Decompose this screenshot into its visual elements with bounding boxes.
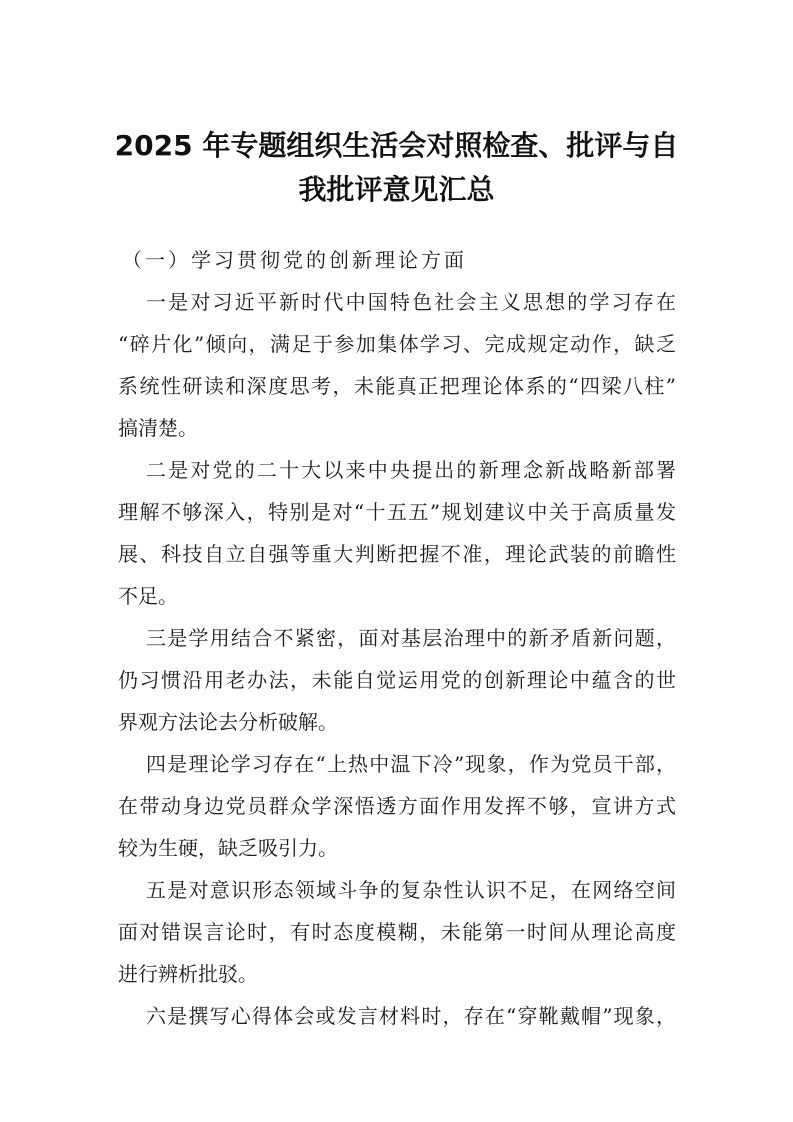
paragraph-line: 较为生硬，缺乏吸引力。 <box>118 836 338 860</box>
paragraph-line: 四是理论学习存在“上热中温下冷”现象，作为党员干部， <box>146 752 676 776</box>
paragraph-3 <box>118 617 676 743</box>
paragraph-1 <box>118 281 676 449</box>
paragraph-line: 理解不够深入，特别是对“十五五”规划建议中关于高质量发 <box>118 500 676 524</box>
paragraph-2 <box>118 449 676 617</box>
section-heading: （一）学习贯彻党的创新理论方面 <box>122 248 467 272</box>
paragraph-line: 一是对习近平新时代中国特色社会主义思想的学习存在 <box>146 290 676 314</box>
paragraph-line: “碎片化”倾向，满足于参加集体学习、完成规定动作，缺乏 <box>118 332 676 356</box>
paragraph-line: 在带动身边党员群众学深悟透方面作用发挥不够，宣讲方式 <box>118 794 676 818</box>
paragraph-line: 面对错误言论时，有时态度模糊，未能第一时间从理论高度 <box>118 920 676 944</box>
title-line-1: 2025 年专题组织生活会对照检查、批评与自 <box>114 129 679 162</box>
paragraph-6 <box>118 995 676 1037</box>
paragraph-line: 仍习惯沿用老办法，未能自觉运用党的创新理论中蕴含的世 <box>118 668 676 692</box>
paragraph-line: 展、科技自立自强等重大判断把握不准，理论武装的前瞻性 <box>118 542 676 566</box>
paragraph-line: 系统性研读和深度思考，未能真正把理论体系的“四梁八柱” <box>118 374 676 398</box>
document-title <box>110 124 683 212</box>
paragraph-4 <box>118 743 676 869</box>
paragraph-line: 六是撰写心得体会或发言材料时，存在“穿靴戴帽”现象， <box>146 1004 676 1028</box>
paragraph-line: 五是对意识形态领域斗争的复杂性认识不足，在网络空间 <box>146 878 676 902</box>
paragraph-line: 三是学用结合不紧密，面对基层治理中的新矛盾新问题， <box>146 626 676 650</box>
paragraph-line: 二是对党的二十大以来中央提出的新理念新战略新部署 <box>146 458 676 482</box>
paragraph-line: 搞清楚。 <box>118 416 198 440</box>
paragraph-line: 不足。 <box>118 584 178 608</box>
paragraph-5 <box>118 869 676 995</box>
paragraph-line: 界观方法论去分析破解。 <box>118 710 338 734</box>
title-line-2: 我批评意见汇总 <box>298 173 495 206</box>
paragraph-line: 进行辨析批驳。 <box>118 962 258 986</box>
document-body <box>118 239 676 1037</box>
